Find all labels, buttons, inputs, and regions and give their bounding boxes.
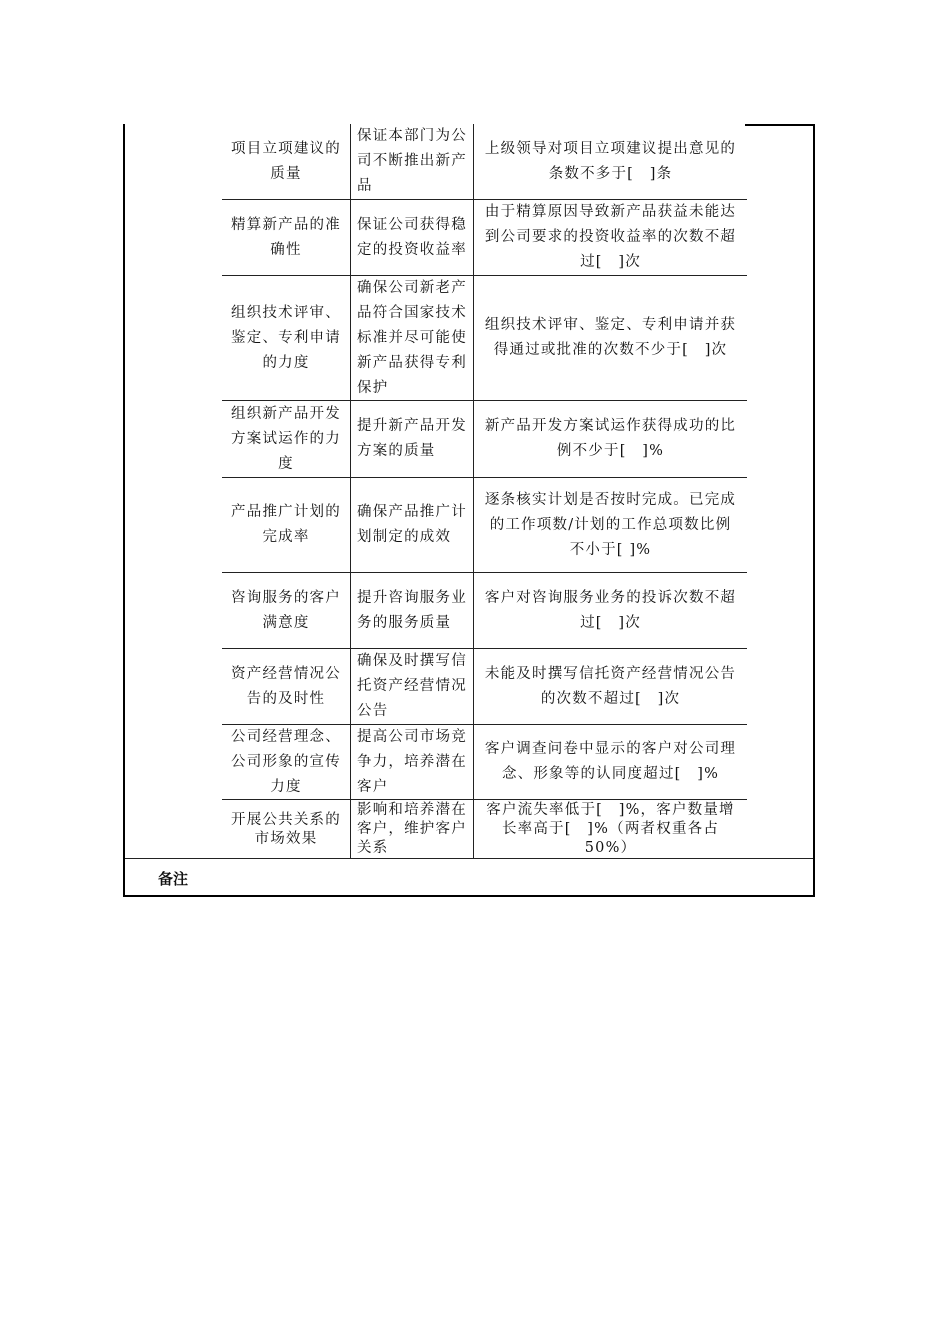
kpi-purpose-cell: 保证公司获得稳定的投资收益率 bbox=[350, 200, 474, 275]
kpi-item-cell: 精算新产品的准确性 bbox=[231, 216, 341, 258]
table-row bbox=[222, 573, 747, 649]
top-right-rule bbox=[745, 124, 813, 126]
table-row bbox=[222, 649, 747, 725]
table-row bbox=[222, 800, 747, 859]
table-row bbox=[222, 401, 747, 478]
kpi-item-cell: 咨询服务的客户满意度 bbox=[231, 589, 341, 631]
table-row bbox=[222, 478, 747, 573]
kpi-item-cell: 组织技术评审、鉴定、专利申请的力度 bbox=[231, 304, 341, 371]
table-row bbox=[222, 276, 747, 401]
kpi-table-frame bbox=[123, 124, 815, 897]
kpi-purpose-cell: 确保产品推广计划制定的成效 bbox=[350, 478, 474, 572]
remarks-divider bbox=[125, 858, 813, 859]
kpi-standard-cell: 由于精算原因导致新产品获益未能达到公司要求的投资收益率的次数不超过[ ]次 bbox=[484, 204, 737, 270]
kpi-purpose-cell: 影响和培养潜在客户，维护客户关系 bbox=[350, 800, 474, 859]
kpi-standard-cell: 客户流失率低于[ ]%，客户数量增长率高于[ ]%（两者权重各占50%） bbox=[486, 802, 735, 856]
kpi-item-cell: 资产经营情况公告的及时性 bbox=[231, 665, 341, 707]
kpi-item-cell: 公司经营理念、公司形象的宣传力度 bbox=[231, 728, 341, 795]
kpi-item-cell: 开展公共关系的市场效果 bbox=[231, 811, 341, 847]
kpi-standard-cell: 组织技术评审、鉴定、专利申请并获得通过或批准的次数不少于[ ]次 bbox=[484, 317, 737, 358]
kpi-item-cell: 产品推广计划的完成率 bbox=[231, 504, 341, 545]
kpi-standard-cell: 客户调查问卷中显示的客户对公司理念、形象等的认同度超过[ ]% bbox=[484, 741, 737, 782]
remarks-label: 备注 bbox=[158, 870, 189, 888]
kpi-item-cell: 组织新产品开发方案试运作的力度 bbox=[231, 405, 341, 472]
kpi-purpose-cell: 保证本部门为公司不断推出新产品 bbox=[350, 124, 474, 199]
kpi-purpose-cell: 确保公司新老产品符合国家技术标准并尽可能使新产品获得专利保护 bbox=[350, 276, 474, 400]
kpi-standard-cell: 逐条核实计划是否按时完成。已完成的工作项数/计划的工作总项数比例不小于[ ]% bbox=[484, 491, 737, 558]
kpi-standard-cell: 新产品开发方案试运作获得成功的比例不少于[ ]% bbox=[484, 418, 737, 459]
kpi-standard-cell: 未能及时撰写信托资产经营情况公告的次数不超过[ ]次 bbox=[484, 665, 737, 707]
kpi-standard-cell: 上级领导对项目立项建议提出意见的条数不多于[ ]条 bbox=[484, 140, 737, 182]
kpi-purpose-cell: 提高公司市场竞争力，培养潜在客户 bbox=[350, 725, 474, 799]
kpi-purpose-cell: 提升新产品开发方案的质量 bbox=[350, 401, 474, 477]
table-row bbox=[222, 124, 747, 200]
kpi-table-grid bbox=[222, 124, 747, 859]
kpi-purpose-cell: 提升咨询服务业务的服务质量 bbox=[350, 573, 474, 648]
table-row bbox=[222, 725, 747, 800]
kpi-standard-cell: 客户对咨询服务业务的投诉次数不超过[ ]次 bbox=[484, 589, 737, 631]
kpi-purpose-cell: 确保及时撰写信托资产经营情况公告 bbox=[350, 649, 474, 724]
kpi-item-cell: 项目立项建议的质量 bbox=[231, 140, 341, 182]
table-row bbox=[222, 200, 747, 276]
